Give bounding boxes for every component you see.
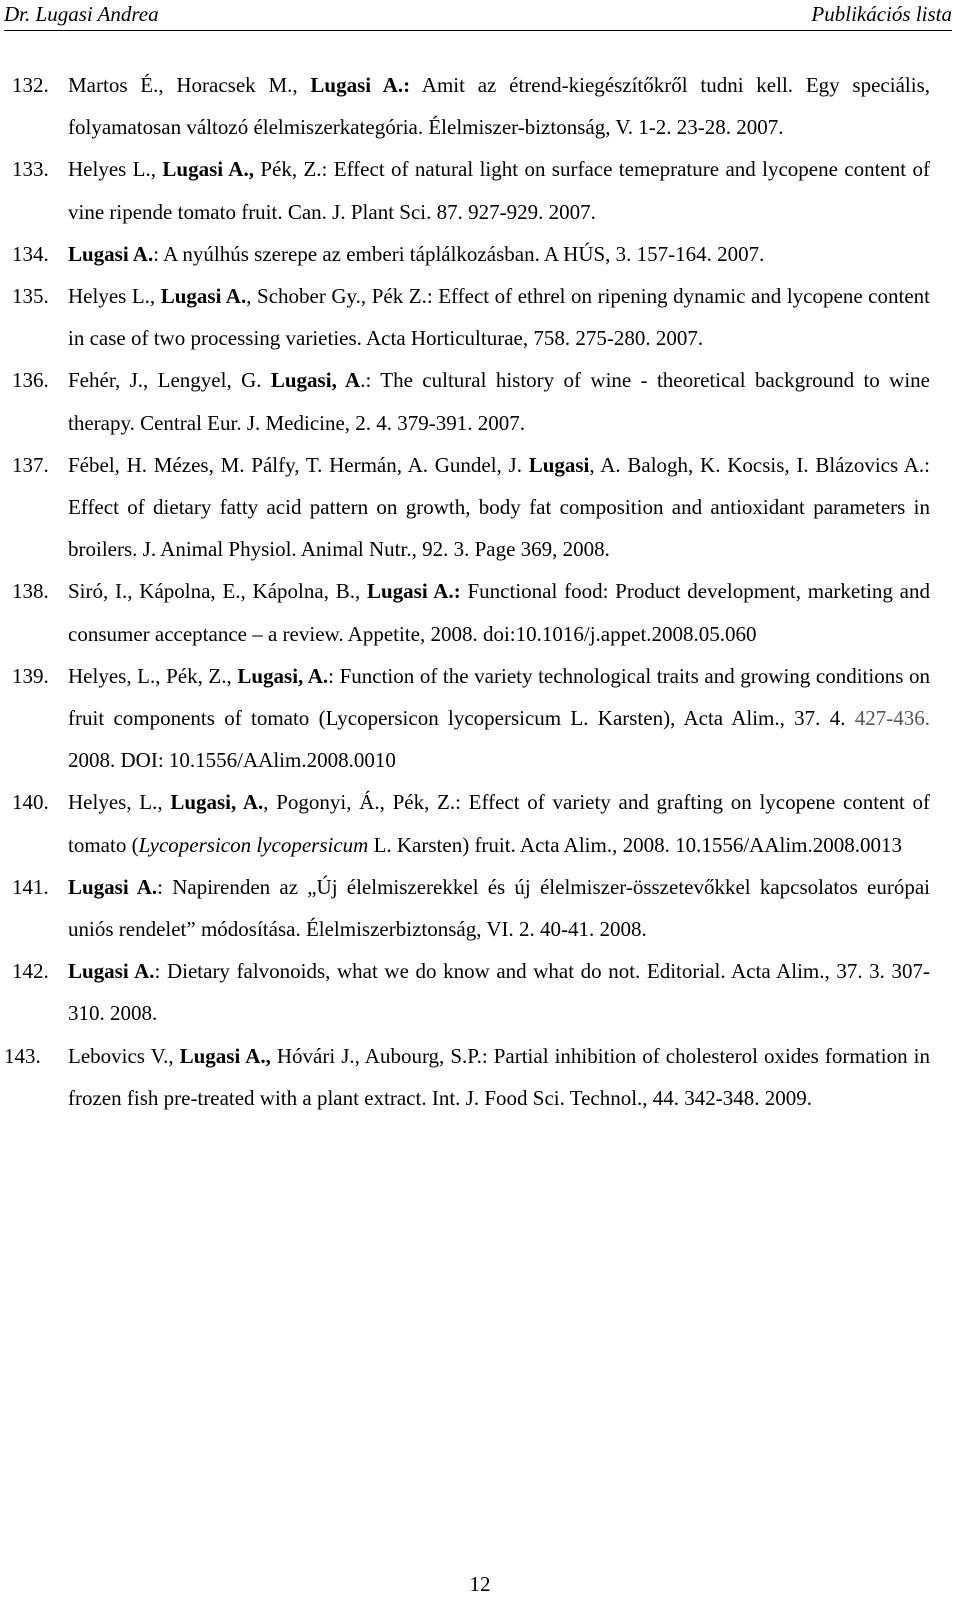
author-highlight: Lugasi, A. — [170, 790, 264, 815]
publication-entry — [12, 950, 930, 1034]
entry-number: 138. — [12, 579, 49, 604]
entry-number: 143. — [4, 1043, 41, 1068]
entry-text: Helyes L., — [68, 284, 161, 309]
entry-text: 2008. DOI: 10.1556/AAlim.2008.0010 — [68, 748, 396, 773]
entry-number: 141. — [12, 874, 49, 899]
publication-entry — [12, 781, 930, 865]
author-highlight: Lugasi, A. — [237, 663, 329, 688]
author-highlight: Lugasi, A — [270, 368, 361, 393]
entry-text: , Schober Gy., Pék Z.: Effect of ethrel on ripening dynamic and lycopene content in case of two processing varieties. Acta Horticulturae, 758. 275-280. 2007. — [68, 284, 930, 351]
publication-entry — [12, 444, 930, 571]
publication-entry — [12, 148, 930, 232]
author-highlight: Lugasi — [528, 452, 590, 477]
entry-text: Martos É., Horacsek M., — [68, 73, 311, 97]
entry-text: : Dietary falvonoids, what we do know and what do not. Editorial. Acta Alim., 37. 3. 307-310. 2008. — [68, 959, 931, 1026]
page-header — [4, 0, 952, 31]
entry-number: 142. — [12, 959, 49, 984]
entry-text: : Function of the variety technological traits and growing conditions on fruit components of tomato (Lycopersicon lycopersicum L. Karsten), Acta Alim., 37. 4. — [68, 663, 930, 731]
entry-text: 427-436. — [854, 706, 930, 731]
entry-text: .: The cultural history of wine - theoretical background to wine therapy. Central Eur. J. Medicine, 2. 4. 379-391. 2007. — [68, 368, 930, 435]
publication-entry — [12, 64, 930, 148]
author-highlight: Lugasi A., — [162, 157, 254, 182]
entry-text: Helyes L., — [68, 157, 163, 182]
entry-number: 137. — [12, 452, 49, 477]
author-highlight: Lugasi A. — [160, 284, 247, 309]
publication-entry — [4, 1035, 930, 1119]
author-highlight: Lugasi A., — [179, 1043, 271, 1068]
entry-text: Siró, I., Kápolna, E., Kápolna, B., — [68, 579, 367, 604]
entry-text: , Pogonyi, Á., Pék, Z.: Effect of variety and grafting on lycopene content of tomato ( — [68, 790, 930, 857]
entry-number: 133. — [12, 157, 49, 182]
entry-text: Fehér, J., Lengyel, G. — [68, 368, 271, 393]
header-author: Dr. Lugasi Andrea — [4, 2, 159, 26]
author-highlight: Lugasi A.: — [367, 579, 461, 604]
entry-number: 134. — [12, 241, 49, 266]
entry-text: Lebovics V., — [68, 1043, 180, 1068]
entry-text: : A nyúlhús szerepe az emberi táplálkozásban. A HÚS, 3. 157-164. 2007. — [153, 241, 765, 266]
publication-entry — [12, 655, 930, 782]
entry-number: 140. — [12, 790, 49, 815]
entry-number: 139. — [12, 663, 49, 688]
publication-entry — [12, 359, 930, 443]
entry-text: L. Karsten) fruit. Acta Alim., 2008. 10.1556/AAlim.2008.0013 — [368, 832, 903, 857]
entry-text: , A. Balogh, K. Kocsis, I. Blázovics A.: Effect of dietary fatty acid pattern on growth, body fat composition and antioxidant parameters in broilers. J. Animal Physiol. Animal Nutr., 92. 3. Page 369, 2008. — [68, 452, 930, 562]
entry-text: Helyes, L., Pék, Z., — [68, 663, 238, 688]
publication-entry — [12, 275, 930, 359]
page-number: 12 — [469, 1572, 491, 1596]
publication-entry — [12, 866, 930, 950]
publication-entry — [12, 233, 930, 275]
author-highlight: Lugasi A. — [68, 241, 154, 266]
entry-text: Amit az étrend-kiegészítőkről tudni kell. Egy speciális, folyamatosan változó élelmiszerkategória. Élelmiszer-biztonság, V. 1-2. 23-28. 2007. — [68, 73, 930, 140]
header-title: Publikációs lista — [811, 2, 952, 26]
entry-text: Lycopersicon lycopersicum — [138, 832, 369, 857]
entry-text: Hóvári J., Aubourg, S.P.: Partial inhibition of cholesterol oxides formation in frozen fish pre-treated with a plant extract. Int. J. Food Sci. Technol., 44. 342-348. 2009. — [68, 1043, 930, 1110]
entry-text: Fébel, H. Mézes, M. Pálfy, T. Hermán, A. Gundel, J. — [68, 452, 529, 477]
entry-text: Functional food: Product development, marketing and consumer acceptance – a review. Appetite, 2008. doi:10.1016/j.appet.2008.05.060 — [68, 579, 930, 646]
author-highlight: Lugasi A. — [68, 874, 158, 899]
publication-entry — [12, 570, 930, 654]
entry-text: Helyes, L., — [68, 790, 171, 815]
entry-text: Pék, Z.: Effect of natural light on surface temeprature and lycopene content of vine ripende tomato fruit. Can. J. Plant Sci. 87. 927-929. 2007. — [68, 157, 930, 224]
author-highlight: Lugasi A.: — [310, 73, 411, 97]
author-highlight: Lugasi A. — [68, 959, 155, 984]
entry-number: 136. — [12, 368, 49, 393]
publication-list — [4, 64, 931, 1119]
entry-number: 135. — [12, 284, 49, 309]
entry-text: : Napirenden az „Új élelmiszerekkel és új élelmiszer-összetevőkkel kapcsolatos európai uniós rendelet” módosítása. Élelmiszerbiztonság, VI. 2. 40-41. 2008. — [68, 874, 931, 942]
entry-number: 132. — [12, 73, 49, 97]
